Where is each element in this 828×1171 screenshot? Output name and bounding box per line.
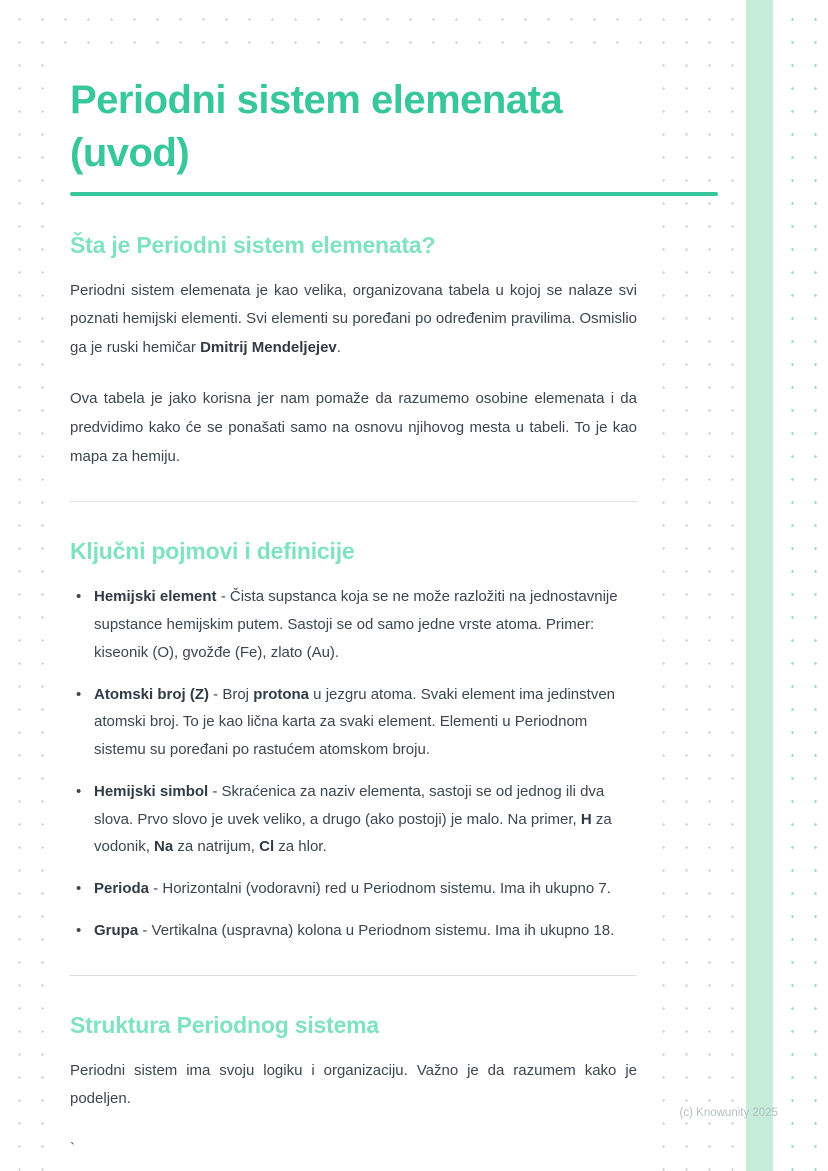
section-divider <box>70 975 637 976</box>
list-item: • Hemijski element - Čista supstanca koja se ne može razložiti na jednostavnije supstance hemijskim putem. Sastoji se od samo jedne vrste atoma. Primer: kiseonik (O), gvožđe (Fe), zlato (Au). <box>70 583 637 666</box>
footer-credit: (c) Knowunity 2025 <box>679 1107 778 1119</box>
list-item: • Grupa - Vertikalna (uspravna) kolona u Periodnom sistemu. Ima ih ukupno 18. <box>70 917 637 945</box>
page-title-line2: (uvod) <box>70 130 190 175</box>
mint-strip <box>746 0 773 1171</box>
list-item: • Atomski broj (Z) - Broj protona u jezgru atoma. Svaki element ima jedinstven atomski broj. To je kao lična karta za svaki element. Elementi u Periodnom sistemu su poređani po rastućem atomskom broju. <box>70 681 637 764</box>
content-card <box>56 44 656 1171</box>
section-heading-what-is: Šta je Periodni sistem elemenata? <box>70 231 436 258</box>
stray-backtick: ` <box>70 1140 75 1158</box>
page-title-line1: Periodni sistem elemenata <box>70 78 563 122</box>
section-divider <box>70 501 637 502</box>
section-heading-structure: Struktura Periodnog sistema <box>70 1011 380 1038</box>
bullet-list <box>70 583 637 944</box>
page-title <box>70 74 642 180</box>
paragraph: Periodni sistem elemenata je kao velika, organizovana tabela u kojoj se nalaze svi poznati hemijski elementi. Svi elementi su poređani po određenim pravilima. Osmislio ga je ruski hemičar Dmitrij Mendeljejev. <box>70 281 637 357</box>
title-underline <box>70 192 718 196</box>
list-item: • Hemijski simbol - Skraćenica za naziv elementa, sastoji se od jednog ili dva slova. Prvo slovo je uvek veliko, a drugo (ako postoji) je malo. Na primer, H za vodonik, Na za natrijum, Cl za hlor. <box>70 778 637 861</box>
list-item: • Perioda - Horizontalni (vodoravni) red u Periodnom sistemu. Ima ih ukupno 7. <box>70 875 637 903</box>
mint-dots-margin <box>773 0 828 1171</box>
paragraph: Ova tabela je jako korisna jer nam pomaže da razumemo osobine elemenata i da predvidimo kako će se ponašati samo na osnovu njihovog mesta u tabeli. To je kao mapa za hemiju. <box>70 389 637 465</box>
section-heading-key-terms: Ključni pojmovi i definicije <box>70 538 355 565</box>
paragraph: Periodni sistem ima svoju logiku i organizaciju. Važno je da razumem kako je podeljen. <box>70 1061 637 1108</box>
